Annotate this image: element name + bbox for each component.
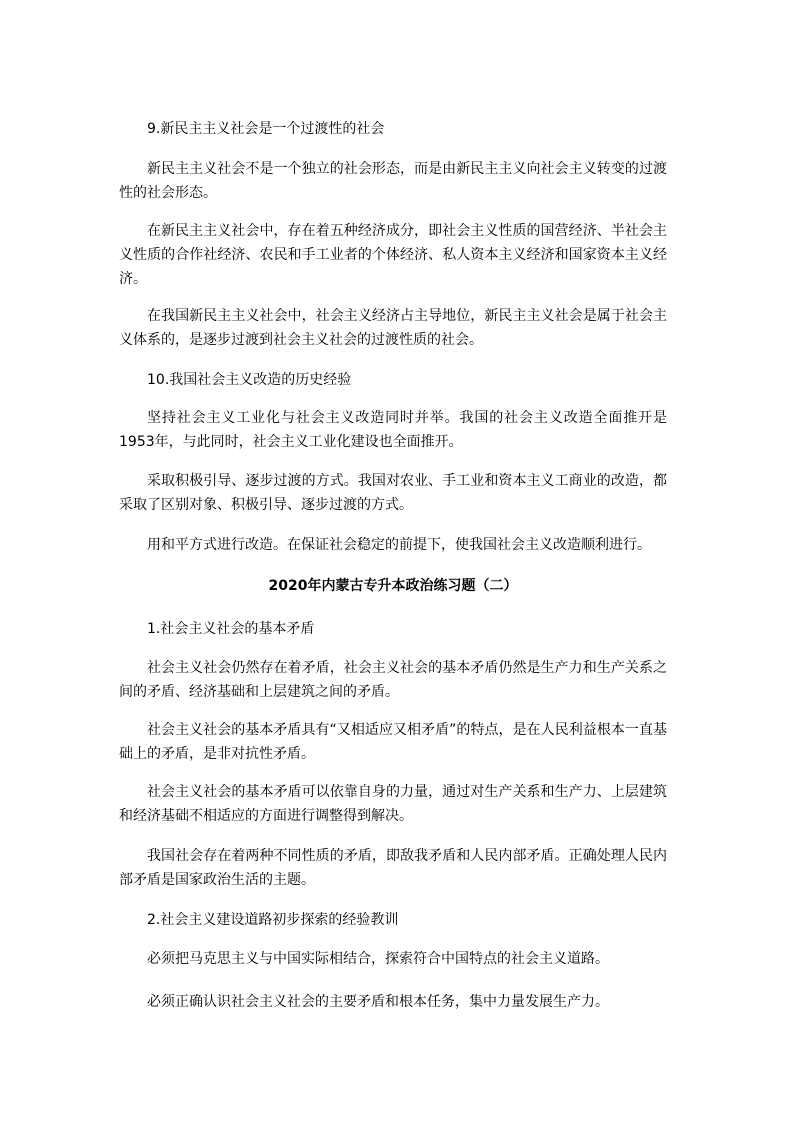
paragraph: 采取积极引导、逐步过渡的方式。我国对农业、手工业和资本主义工商业的改造，都采取了区别对象、积极引导、逐步过渡的方式。	[119, 473, 667, 513]
paragraph: 坚持社会主义工业化与社会主义改造同时并举。我国的社会主义改造全面推开是1953年，与此同时，社会主义工业化建设也全面推开。	[119, 410, 667, 450]
section-heading-10: 10.我国社会主义改造的历史经验	[147, 372, 352, 388]
paragraph: 新民主主义社会不是一个独立的社会形态，而是由新民主主义向社会主义转变的过渡性的社会形态。	[119, 161, 667, 201]
paragraph: 社会主义社会仍然存在着矛盾，社会主义社会的基本矛盾仍然是生产力和生产关系之间的矛盾、经济基础和上层建筑之间的矛盾。	[119, 660, 667, 700]
section-heading-9: 9.新民主主义社会是一个过渡性的社会	[147, 121, 385, 137]
page-title: 2020年内蒙古专升本政治练习题（二）	[268, 578, 518, 594]
section-heading-1: 1.社会主义社会的基本矛盾	[147, 621, 315, 637]
section-heading-2: 2.社会主义建设道路初步探索的经验教训	[147, 912, 399, 928]
paragraph: 我国社会存在着两种不同性质的矛盾，即敌我矛盾和人民内部矛盾。正确处理人民内部矛盾是国家政治生活的主题。	[119, 848, 667, 888]
paragraph: 社会主义社会的基本矛盾具有“又相适应又相矛盾”的特点，是在人民利益根本一直基础上的矛盾，是非对抗性矛盾。	[119, 722, 667, 762]
paragraph: 社会主义社会的基本矛盾可以依靠自身的力量，通过对生产关系和生产力、上层建筑和经济基础不相适应的方面进行调整得到解决。	[119, 784, 667, 824]
paragraph: 在新民主主义社会中，存在着五种经济成分，即社会主义性质的国营经济、半社会主义性质的合作社经济、农民和手工业者的个体经济、私人资本主义经济和国家资本主义经济。	[119, 223, 667, 287]
paragraph: 必须正确认识社会主义社会的主要矛盾和根本任务，集中力量发展生产力。	[147, 994, 609, 1010]
paragraph: 用和平方式进行改造。在保证社会稳定的前提下，使我国社会主义改造顺利进行。	[147, 537, 651, 553]
paragraph: 在我国新民主主义社会中，社会主义经济占主导地位，新民主主义社会是属于社会主义体系的，是逐步过渡到社会主义社会的过渡性质的社会。	[119, 308, 667, 348]
paragraph: 必须把马克思主义与中国实际相结合，探索符合中国特点的社会主义道路。	[147, 951, 609, 967]
